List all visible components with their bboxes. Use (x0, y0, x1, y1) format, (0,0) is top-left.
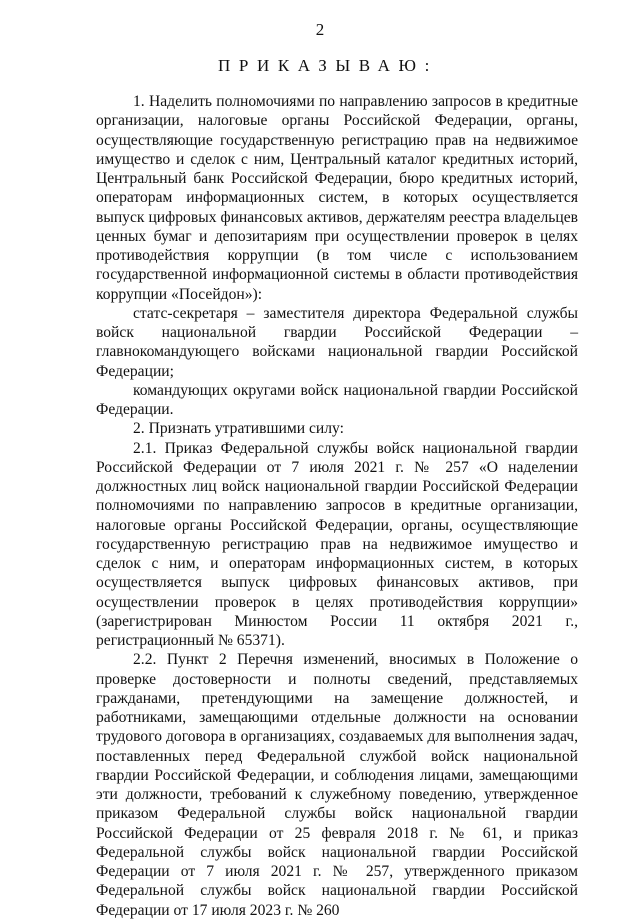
document-body (96, 92, 578, 920)
order-heading: ПРИКАЗЫВАЮ: (218, 56, 438, 75)
paragraph-item-2: 2. Признать утратившими силу: (133, 420, 344, 438)
paragraph-item-2-1: 2.1. Приказ Федеральной службы войск национальной гвардии Российской Федерации от 7 июля 2021 г. № 257 «О наделении должностных лиц войск национальной гвардии Российской Федерации полномочиями по направлению запросов в кредитные организации, налоговые органы Российской Федерации, органы, осуществляющие государственную регистрацию прав на недвижимое имущество и сделок с ним, и операторам информационных систем, в которых осуществляется выпуск цифровых финансовых активов, при осуществлении проверок в целях противодействия коррупции» (зарегистрирован Минюстом России 11 октября 2021 г., регистрационный № 65371). (96, 439, 578, 649)
page-number: 2 (315, 20, 325, 39)
paragraph-item-2-2: 2.2. Пункт 2 Перечня изменений, вносимых в Положение о проверке достоверности и полноты сведений, представляемых гражданами, претендующими на замещение должностей, и работниками, замещающими отдельные должности на основании трудового договора в организациях, создаваемых для выполнения задач, поставленных перед Федеральной службой войск национальной гвардии Российской Федерации, и соблюдения лицами, замещающими эти должности, требований к служебному поведению, утвержденное приказом Федеральной службы войск национальной гвардии Российской Федерации от 25 февраля 2018 г. № 61, и приказ Федеральной службы войск национальной гвардии Российской Федерации от 7 июля 2021 г. № 257, утвержденного приказом Федеральной службы войск национальной гвардии Российской Федерации от 17 июля 2023 г. № 260 (96, 651, 578, 919)
paragraph-item-1: 1. Наделить полномочиями по направлению запросов в кредитные организации, налоговые органы Российской Федерации, органы, осуществляющие государственную регистрацию прав на недвижимое имущество и сделок с ним, Центральный каталог кредитных историй, Центральный банк Российской Федерации, бюро кредитных историй, операторам информационных систем, в которых осуществляется выпуск цифровых финансовых активов, держателям реестра владельцев ценных бумаг и депозитариям при осуществлении проверок в целях противодействия коррупции (в том числе с использованием государственной информационной системы в области противодействия коррупции «Посейдон»): (96, 93, 578, 303)
paragraph-state-secretary: статс-секретаря – заместителя директора Федеральной службы войск национальной гвардии Российской Федерации – главнокомандующего войсками национальной гвардии Российской Федерации; (96, 304, 578, 380)
paragraph-district-commanders: командующих округами войск национальной гвардии Российской Федерации. (96, 381, 578, 418)
